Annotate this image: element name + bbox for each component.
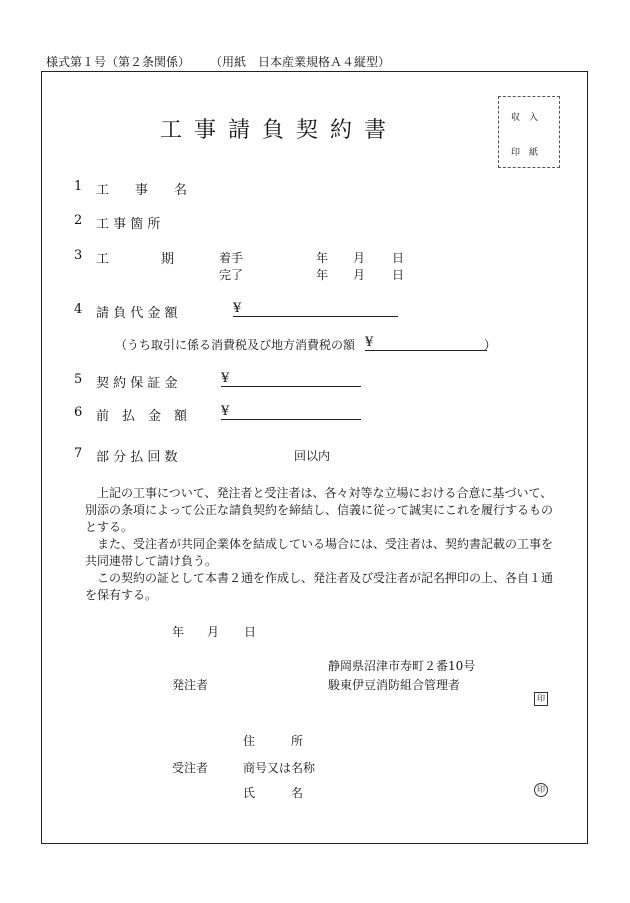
document-title: 工事請負契約書	[160, 118, 399, 143]
period-start-day: 日	[392, 251, 405, 265]
item-6-label: 前 払 金 額	[96, 409, 188, 424]
period-end-year: 年	[316, 268, 329, 282]
contract-date-day: 日	[244, 625, 257, 639]
body-p3-line1: この契約の証として本書２通を作成し、発注者及び受注者が記名押印の上、各自１通	[97, 571, 554, 585]
item-7-number: 7	[74, 446, 83, 461]
contract-date-month: 月	[207, 625, 220, 639]
item-1-label: 工 事 名	[96, 183, 188, 198]
tax-note-close: ）	[484, 338, 497, 352]
item-7-label: 部 分 払 回 数	[96, 450, 178, 465]
item-4-label: 請 負 代 金 額	[96, 306, 178, 321]
contract-date-year: 年	[172, 625, 185, 639]
advance-payment-line	[221, 419, 361, 420]
item-3-label: 工 期	[96, 252, 175, 267]
orderer-seal-mark: 印	[534, 692, 548, 706]
paper-size-note: （用紙 日本産業規格Ａ４縦型）	[210, 55, 391, 69]
body-p3-line2: を保有する。	[85, 588, 158, 602]
advance-payment-yen: ¥	[221, 404, 230, 419]
item-6-number: 6	[74, 405, 83, 420]
body-p1-line3: とする。	[85, 520, 134, 534]
orderer-label: 発注者	[172, 678, 209, 692]
period-end-label: 完了	[219, 268, 244, 282]
body-p2-line2: 共同連帯して請け負う。	[85, 554, 218, 568]
orderer-address: 静岡県沼津市寿町２番10号	[328, 659, 476, 673]
period-end-day: 日	[392, 268, 405, 282]
body-p1-line1: 上記の工事について、発注者と受注者は、各々対等な立場における合意に基づいて、	[97, 486, 553, 500]
form-number: 様式第１号（第２条関係）	[46, 55, 191, 69]
guarantee-line	[221, 386, 361, 387]
body-p2-line1: また、受注者が共同企業体を結成している場合には、受注者は、契約書記載の工事を	[97, 537, 554, 551]
item-2-label: 工 事 箇 所	[96, 217, 161, 232]
tax-amount-yen: ¥	[365, 335, 374, 350]
body-p1-line2: 別添の条項によって公正な請負契約を締結し、信義に従って誠実にこれを履行するもの	[85, 503, 554, 517]
period-start-label: 着手	[219, 251, 244, 265]
stamp-box-line2: 印 紙	[511, 148, 539, 158]
item-5-label: 契 約 保 証 金	[96, 376, 178, 391]
tax-amount-line	[365, 350, 487, 351]
contractor-company-label: 商号又は名称	[243, 761, 316, 775]
item-2-number: 2	[74, 213, 83, 228]
period-start-month: 月	[353, 251, 366, 265]
contractor-seal-mark: 印	[534, 783, 548, 797]
item-3-number: 3	[74, 248, 83, 263]
contractor-label: 受注者	[172, 761, 209, 775]
contractor-address-label: 住 所	[243, 734, 304, 748]
period-end-month: 月	[353, 268, 366, 282]
contract-amount-yen: ¥	[233, 301, 242, 316]
partial-payment-suffix: 回以内	[294, 449, 331, 463]
orderer-name: 駿東伊豆消防組合管理者	[328, 678, 461, 692]
contractor-name-label: 氏 名	[243, 786, 304, 800]
item-5-number: 5	[74, 372, 83, 387]
stamp-box-line1: 収 入	[511, 113, 539, 123]
tax-note-label: （うち取引に係る消費税及び地方消費税の額	[115, 338, 356, 352]
item-1-number: 1	[74, 179, 83, 194]
contract-amount-line	[233, 316, 398, 317]
guarantee-yen: ¥	[221, 371, 230, 386]
item-4-number: 4	[74, 302, 83, 317]
period-start-year: 年	[316, 251, 329, 265]
